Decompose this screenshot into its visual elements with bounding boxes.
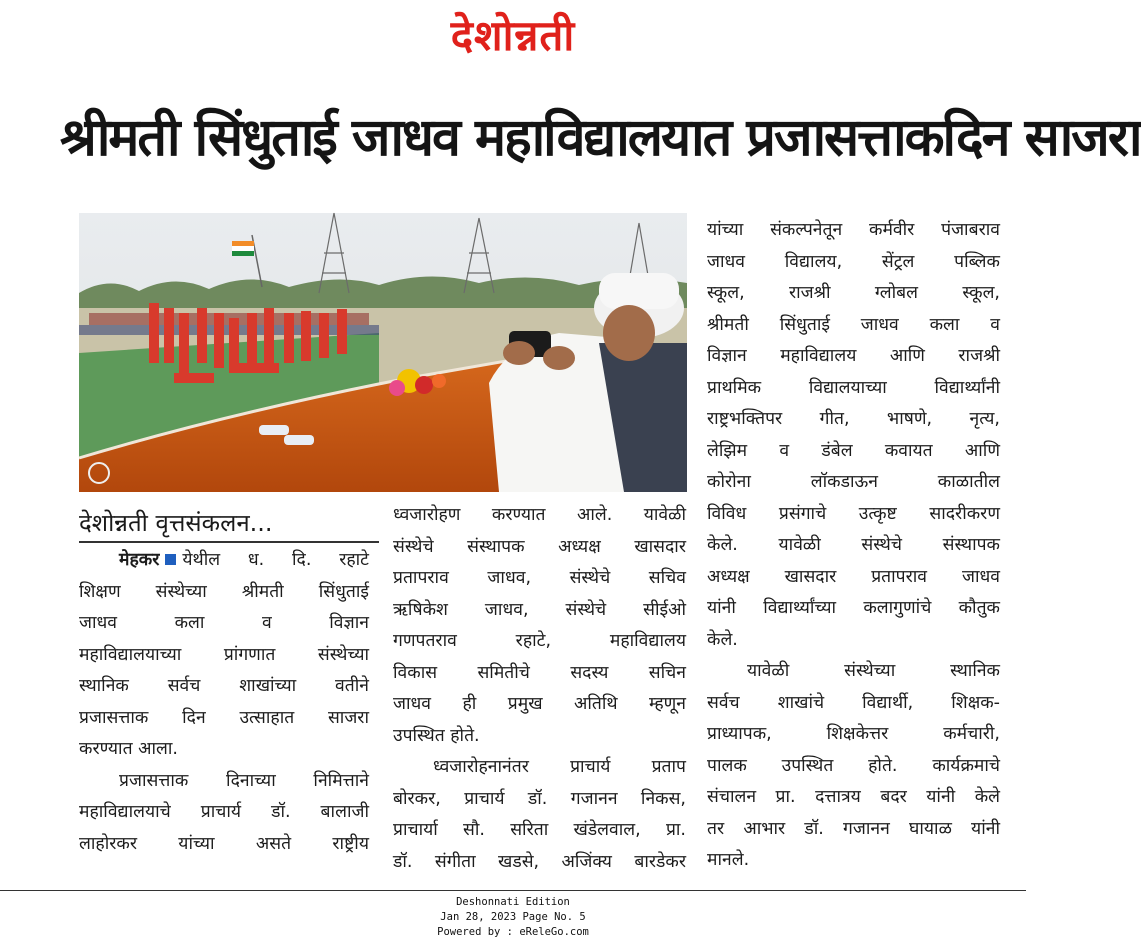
column-2-line: जाधव ही प्रमुख अतिथि म्हणून: [393, 694, 686, 714]
column-1-line: करण्यात आला.: [79, 739, 178, 759]
byline: देशोन्नती वृत्तसंकलन...: [79, 505, 379, 543]
column-1-line: प्रजासत्ताक दिन उत्साहात साजरा: [79, 707, 369, 728]
column-3-line: अध्यक्ष खासदार प्रतापराव जाधव: [707, 566, 1000, 587]
column-3-line: यांच्या संकल्पनेतून कर्मवीर पंजाबराव: [707, 220, 1000, 240]
column-3-line: तर आभार डॉ. गजानन घायाळ यांनी: [707, 818, 1000, 839]
column-2-line: प्रतापराव जाधव, संस्थेचे सचिव: [393, 568, 686, 588]
column-1-line: स्थानिक सर्वच शाखांच्या वतीने: [79, 676, 369, 696]
column-3-line: मानले.: [707, 850, 750, 870]
column-3-line: पालक उपस्थित होते. कार्यक्रमाचे: [707, 755, 1000, 776]
column-1-line: महाविद्यालयाच्या प्रांगणात संस्थेच्या: [79, 644, 369, 665]
article-column-2: [393, 500, 686, 878]
column-2-line: ध्वजारोहनानंतर प्राचार्य प्रताप: [433, 757, 686, 777]
column-3-line: केले. यावेळी संस्थेचे संस्थापक: [707, 535, 1000, 555]
column-2-line: विकास समितीचे सदस्य सचिन: [393, 662, 686, 683]
masthead-logo: देशोन्नती: [450, 11, 576, 60]
column-3-line: सर्वच शाखांचे विद्यार्थी, शिक्षक-: [707, 692, 1000, 713]
event-photo-illustration: [79, 213, 687, 492]
edition-footer: [0, 895, 1026, 940]
blue-square-bullet: [165, 554, 176, 565]
column-2-line: गणपतराव रहाटे, महाविद्यालय: [393, 631, 686, 651]
column-2-line: उपस्थित होते.: [393, 725, 480, 746]
column-3-line: प्राध्यापक, शिक्षकेत्तर कर्मचारी,: [707, 724, 1000, 744]
column-1-line: महाविद्यालयाचे प्राचार्य डॉ. बालाजी: [79, 802, 369, 822]
column-2-line: ध्वजारोहण करण्यात आले. यावेळी: [393, 505, 686, 525]
column-3-line: स्कूल, राजश्री ग्लोबल स्कूल,: [707, 283, 1000, 303]
article-column-1: [79, 545, 369, 860]
column-3-line: यावेळी संस्थेच्या स्थानिक: [747, 661, 1000, 681]
column-1-line: लाहोरकर यांच्या असते राष्ट्रीय: [79, 833, 369, 854]
event-photo: [79, 213, 687, 492]
edition-name: Deshonnati Edition: [456, 896, 570, 908]
powered-by: Powered by : eReleGo.com: [437, 926, 589, 938]
column-2-line: बोरकर, प्राचार्य डॉ. गजानन निकस,: [393, 788, 686, 809]
column-3-line: प्राथमिक विद्यालयाच्या विद्यार्थ्यांनी: [707, 377, 1000, 398]
column-3-line: संचालन प्रा. दत्तात्रय बदर यांनी केले: [707, 787, 1000, 807]
column-3-line: राष्ट्रभक्तिपर गीत, भाषणे, नृत्य,: [707, 409, 1000, 429]
column-3-line: लेझिम व डंबेल कवायत आणि: [707, 440, 1000, 461]
column-2-line: ऋषिकेश जाधव, संस्थेचे सीईओ: [393, 599, 686, 620]
column-2-line: संस्थेचे संस्थापक अध्यक्ष खासदार: [393, 536, 686, 557]
column-1-line-1: मेहकर येथील ध. दि. रहाटे: [119, 550, 369, 570]
article-column-3: [707, 215, 1000, 877]
column-2-line: प्राचार्या सौ. सरिता खंडेलवाल, प्रा.: [393, 820, 686, 840]
column-1-line: शिक्षण संस्थेच्या श्रीमती सिंधुताई: [79, 581, 369, 602]
footer-divider: [0, 890, 1026, 891]
article-headline: श्रीमती सिंधुताई जाधव महाविद्यालयात प्रजासत्ताकदिन साजरा: [60, 108, 1141, 168]
column-2-line: डॉ. संगीता खडसे, अजिंक्य बारडेकर: [393, 851, 686, 872]
column-3-line: कोरोना लॉकडाऊन काळातील: [707, 472, 1000, 492]
column-3-line: केले.: [707, 629, 738, 650]
edition-date-page: Jan 28, 2023 Page No. 5: [440, 911, 586, 923]
column-1-line: जाधव कला व विज्ञान: [79, 613, 369, 633]
dateline-place: मेहकर: [119, 550, 160, 570]
column-3-line: जाधव विद्यालय, सेंट्रल पब्लिक: [707, 251, 1000, 272]
column-3-line: विज्ञान महाविद्यालय आणि राजश्री: [707, 346, 1000, 366]
column-3-line: विविध प्रसंगाचे उत्कृष्ट सादरीकरण: [707, 503, 1000, 524]
column-3-line: श्रीमती सिंधुताई जाधव कला व: [707, 314, 1000, 335]
column-3-line: यांनी विद्यार्थ्यांच्या कलागुणांचे कौतुक: [707, 598, 1000, 618]
column-1-line: प्रजासत्ताक दिनाच्या निमित्ताने: [119, 770, 369, 791]
